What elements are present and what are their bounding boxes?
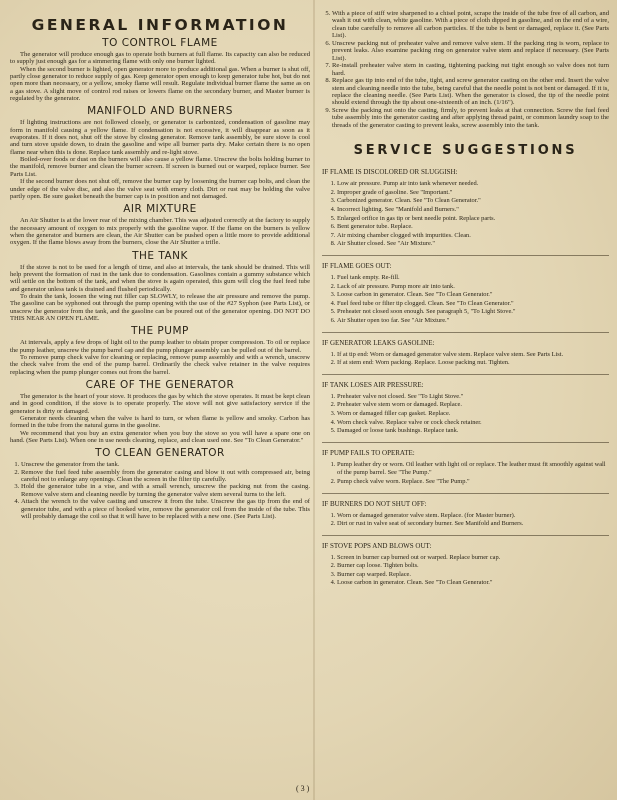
- service-list: [322, 554, 609, 588]
- page-fold: [313, 0, 315, 800]
- service-item: 2. Dirt or rust in valve seat of secondary burner. See Manifold and Burners.: [337, 520, 609, 529]
- service-group-title: IF GENERATOR LEAKS GASOLINE:: [322, 338, 435, 347]
- service-list: [322, 393, 609, 436]
- service-groups: [322, 168, 609, 588]
- section-heading: MANIFOLD AND BURNERS: [87, 105, 233, 118]
- section-heading: CARE OF THE GENERATOR: [85, 379, 235, 392]
- service-item: 1. If at tip end: Worn or damaged generator valve stem. Replace valve stem. See Parts List.: [337, 351, 609, 360]
- section-paragraph: An Air Shutter is at the lower rear of the mixing chamber. This was adjusted correctly at the factory to supply the necessary amount of oxygen to mix properly with the gasoline vapor. If the flame on the burners is yellow when the generator and burners are clean, the Air Shutter can be pushed open a little more to provide additional oxygen. If the flame blows away from the burners, close the Air Shutter a trifle.: [10, 217, 310, 247]
- service-item: 2. Burner cap loose. Tighten bolts.: [337, 562, 609, 571]
- clean-step: 8. Replace gas tip into end of the tube, tight, and screw generator casting on the other end. Insert the valve stem and cleaning needle into the tube, being careful that the needle point is not bent or damaged. If it is, replace the cleaning needle. (See Parts List). When the generator is closed, the tip of the needle point should extend through the tip about one-sixteenth of an inch. (1/16").: [332, 77, 609, 107]
- service-group: [322, 535, 609, 588]
- section-heading: AIR MIXTURE: [123, 203, 197, 216]
- service-group: [322, 168, 609, 249]
- service-group: [322, 374, 609, 436]
- section-paragraph: If the stove is not to be used for a length of time, and also at intervals, the tank should be drained. This will help prevent the formation of rust in the tank due to condensation. Gasolines contain a gummy substance which will settle on the bottom of the tank, and when the stove is again operated, this gum will clog the fuel feed tube and generator unless tank is drained and flushed periodically.: [10, 263, 310, 293]
- service-item: 6. Bent generator tube. Replace.: [337, 223, 609, 232]
- service-group-title: IF FLAME IS DISCOLORED OR SLUGGISH:: [322, 168, 458, 177]
- service-item: 3. Loose carbon in generator. Clean. See "To Clean Generator.": [337, 291, 609, 300]
- section-paragraph: We recommend that you buy an extra generator when you buy the stove so you will have a spare one on hand. (See Parts List). When one in use needs cleaning, replace, and clean used one. See "To Clean Generator.": [10, 429, 310, 445]
- clean-step: 9. Screw the packing nut onto the casting, firmly, to prevent leaks at that connection. Screw the fuel feed tube assembly into the generator casting and after applying thread paint, or common laundry soap to the threads of the generator casting to prevent leaks, screw assembly into the tank.: [332, 107, 609, 129]
- service-item: 2. Improper grade of gasoline. See "Important.": [337, 189, 609, 198]
- divider: [322, 535, 609, 536]
- section-paragraph: When the second burner is lighted, open generator more to produce additional gas. When a burner is shut off, partly close generator to reduce supply of gas. Keep generator open enough to keep generator tube hot, but do not open more than necessary, or a yellow, smoky flame will result. Regulate individual burner flame the same as on a gas stove. A slight move of control rod raises or lowers flame on the secondary burner, and Master burner is regulated by the generator.: [10, 65, 310, 103]
- section-paragraph: Generator needs cleaning when the valve is hard to turn, or when flame is yellow and smoky. Carbon has formed in the tube from the natural gums in the gasoline.: [10, 415, 310, 430]
- service-group-title: IF BURNERS DO NOT SHUT OFF:: [322, 499, 427, 508]
- section-paragraph: To remove pump check valve for cleaning or replacing, remove pump assembly and with a wrench, unscrew the check valve from the end of the pump barrel. Ordinarily the check valve retainer in the valve requires replacing when the pump plunger comes out from the barrel.: [10, 354, 310, 376]
- clean-step: 1. Unscrew the generator from the tank.: [21, 461, 310, 468]
- service-group: [322, 255, 609, 326]
- service-item: 2. Lack of air pressure. Pump more air into tank.: [337, 283, 609, 292]
- clean-step: 3. Hold the generator tube in a vise, and with a small wrench, unscrew the packing nut from the casing. Remove valve stem and cleaning needle by turning the generator valve stem several turns to the left.: [21, 483, 310, 498]
- left-column: [10, 0, 310, 520]
- service-item: 2. Preheater valve stem worn or damaged. Replace.: [337, 401, 609, 410]
- section-paragraph: To drain the tank, loosen the wing nut filler cap SLOWLY, to release the air pressure and remove the pump. The gasoline can be syphoned out through the pump opening with the use of the #27 Syphon (see Parts List), or unscrew the generator from the tank, and the gasoline can be poured out of the generator opening. DO NOT DO THIS NEAR AN OPEN FLAME.: [10, 292, 310, 322]
- clean-step: 4. Attach the wrench to the valve casting and unscrew it from the tube. Unscrew the gas tip from the end of generator tube, and with a piece of hooked wire, remove the generator coil from the inside of the tube. This will probably damage the coil so that it will have to be replaced with a new one. (See Parts List).: [21, 498, 310, 520]
- section-paragraph: The generator is the heart of your stove. It produces the gas by which the stove operates. It must be kept clean and in good condition, if the stove is to operate properly. The stove will not give satisfactory service if the generator is dirty or damaged.: [10, 393, 310, 415]
- clean-step: 7. Re-install preheater valve stem in casting, tightening packing nut tight enough so valve does not turn hard.: [332, 62, 609, 77]
- service-item: 1. Pump leather dry or worn. Oil leather with light oil or replace. The leather must fit smoothly against wall of the pump barrel. See "The Pump.": [337, 461, 609, 478]
- section-paragraph: If the second burner does not shut off, remove the burner cap by loosening the burner cap bolts, and clean the under edge of the valve disc, and also the valve seat with emery cloth. Dirt or rust may be holding the valve partly open. Be sure gasket beneath the burner cap is in position and not damaged.: [10, 178, 310, 200]
- service-item: 1. Preheater valve not closed. See "To Light Stove.": [337, 393, 609, 402]
- section: [10, 325, 310, 376]
- service-item: 1. Fuel tank empty. Re-fill.: [337, 274, 609, 283]
- divider: [322, 493, 609, 494]
- section: [10, 379, 310, 444]
- clean-step: 5. With a piece of stiff wire sharpened to a chisel point, scrape the inside of the tube free of all carbon, and wash it out with clean, white gasoline. With a piece of cloth dipped in gasoline, and on the end of a wire, clean tube carefully to remove all carbon particles. If the tube is bent or damaged, replace it. (See Parts List).: [332, 10, 609, 40]
- section-paragraph: Boiled-over foods or dust on the burners will also cause a yellow flame. Unscrew the bolts holding burner to the manifold, remove burner and clean the burner screen. If screen is burned out or warped, replace burner. See Parts List.: [10, 156, 310, 178]
- page-number: ( 3 ): [296, 784, 310, 793]
- service-group-title: IF STOVE POPS AND BLOWS OUT:: [322, 541, 432, 550]
- section: [10, 250, 310, 323]
- service-group-title: IF PUMP FAILS TO OPERATE:: [322, 448, 415, 457]
- service-group: [322, 493, 609, 529]
- service-group-title: IF TANK LOSES AIR PRESSURE:: [322, 380, 424, 389]
- service-item: 5. Preheater not closed soon enough. See paragraph 5, "To Light Stove.": [337, 308, 609, 317]
- service-group-title: IF FLAME GOES OUT:: [322, 262, 392, 270]
- section-heading: THE TANK: [132, 249, 188, 262]
- section: [10, 37, 310, 102]
- service-item: 3. Carbonized generator. Clean. See "To Clean Generator.": [337, 197, 609, 206]
- section-heading: THE PUMP: [131, 325, 189, 338]
- service-item: 7. Air mixing chamber clogged with impurities. Clean.: [337, 232, 609, 241]
- service-list: [322, 274, 609, 326]
- service-group: [322, 442, 609, 487]
- service-item: 5. Damaged or loose tank bushings. Replace tank.: [337, 427, 609, 436]
- divider: [322, 332, 609, 333]
- service-item: 4. Loose carbon in generator. Clean. See "To Clean Generator.": [337, 579, 609, 588]
- service-item: 1. Screen in burner cap burned out or warped. Replace burner cap.: [337, 554, 609, 563]
- section: [10, 105, 310, 200]
- service-item: 4. Fuel feed tube or filter tip clogged. Clean. See "To Clean Generator.": [337, 300, 609, 309]
- page-title: GENERAL INFORMATION: [31, 16, 289, 34]
- service-item: 5. Enlarged orifice in gas tip or bent needle point. Replace parts.: [337, 215, 609, 224]
- divider: [322, 255, 609, 256]
- service-item: 2. Pump check valve worn. Replace. See "The Pump.": [337, 478, 609, 487]
- service-item: 4. Incorrect lighting. See "Manifold and Burners.": [337, 206, 609, 215]
- service-list: [322, 461, 609, 487]
- service-list: [322, 180, 609, 249]
- left-sections: [10, 37, 310, 444]
- service-item: 2. If at stem end: Worn packing. Replace. Loose packing nut. Tighten.: [337, 359, 609, 368]
- clean-step: 2. Remove the fuel feed tube assembly from the generator casing and blow it out with compressed air, being careful not to enlarge any openings. Clean the screen in the filter tip carefully.: [21, 469, 310, 484]
- continued-steps-list: [322, 10, 609, 129]
- divider: [322, 442, 609, 443]
- service-item: 3. Worn or damaged filler cap gasket. Replace.: [337, 410, 609, 419]
- service-item: 8. Air Shutter closed. See "Air Mixture.": [337, 240, 609, 249]
- section: [10, 203, 310, 246]
- clean-steps-list: [10, 461, 310, 520]
- service-list: [322, 512, 609, 529]
- section-heading: TO CONTROL FLAME: [102, 37, 218, 49]
- clean-generator-section: [10, 447, 310, 520]
- service-title: SERVICE SUGGESTIONS: [353, 143, 578, 159]
- clean-step: 6. Unscrew packing nut of preheater valve and remove valve stem. If the packing ring is worn, replace to prevent leaks. Also examine packing ring on generator valve stem and replace if necessary. (See Parts List).: [332, 40, 609, 62]
- section-paragraph: The generator will produce enough gas to operate both burners at full flame. Its capacity can also be reduced to supply just enough gas for a simmering flame with only one burner lighted.: [10, 51, 310, 66]
- divider: [322, 374, 609, 375]
- service-item: 1. Worn or damaged generator valve stem. Replace. (for Master burner).: [337, 512, 609, 521]
- right-column: [322, 0, 609, 588]
- service-item: 3. Burner cap warped. Replace.: [337, 571, 609, 580]
- service-item: 6. Air Shutter open too far. See "Air Mixture.": [337, 317, 609, 326]
- section-paragraph: At intervals, apply a few drops of light oil to the pump leather to obtain proper compression. To oil or replace the pump leather, unscrew the pump barrel cap and the pump plunger assembly can be pulled out of the barrel.: [10, 339, 310, 354]
- service-group: [322, 332, 609, 368]
- section-paragraph: If lighting instructions are not followed closely, or generator is carbonized, condensation of gasoline may form in manifold causing a yellow flame. If condensation is not excessive, it will disappear as soon as it evaporates. If it does not, shut off the stove by closing generator. Remove tank assembly, be sure stove is cool and turn stove upside down, to drain the gasoline and wipe all burner parts dry. Make certain there is no open flame near when this is done. Replace tank assembly and re-light stove.: [10, 119, 310, 156]
- service-item: 1. Low air pressure. Pump air into tank whenever needed.: [337, 180, 609, 189]
- service-list: [322, 351, 609, 368]
- section-heading: TO CLEAN GENERATOR: [95, 447, 225, 460]
- service-item: 4. Worn check valve. Replace valve or cock check retainer.: [337, 419, 609, 428]
